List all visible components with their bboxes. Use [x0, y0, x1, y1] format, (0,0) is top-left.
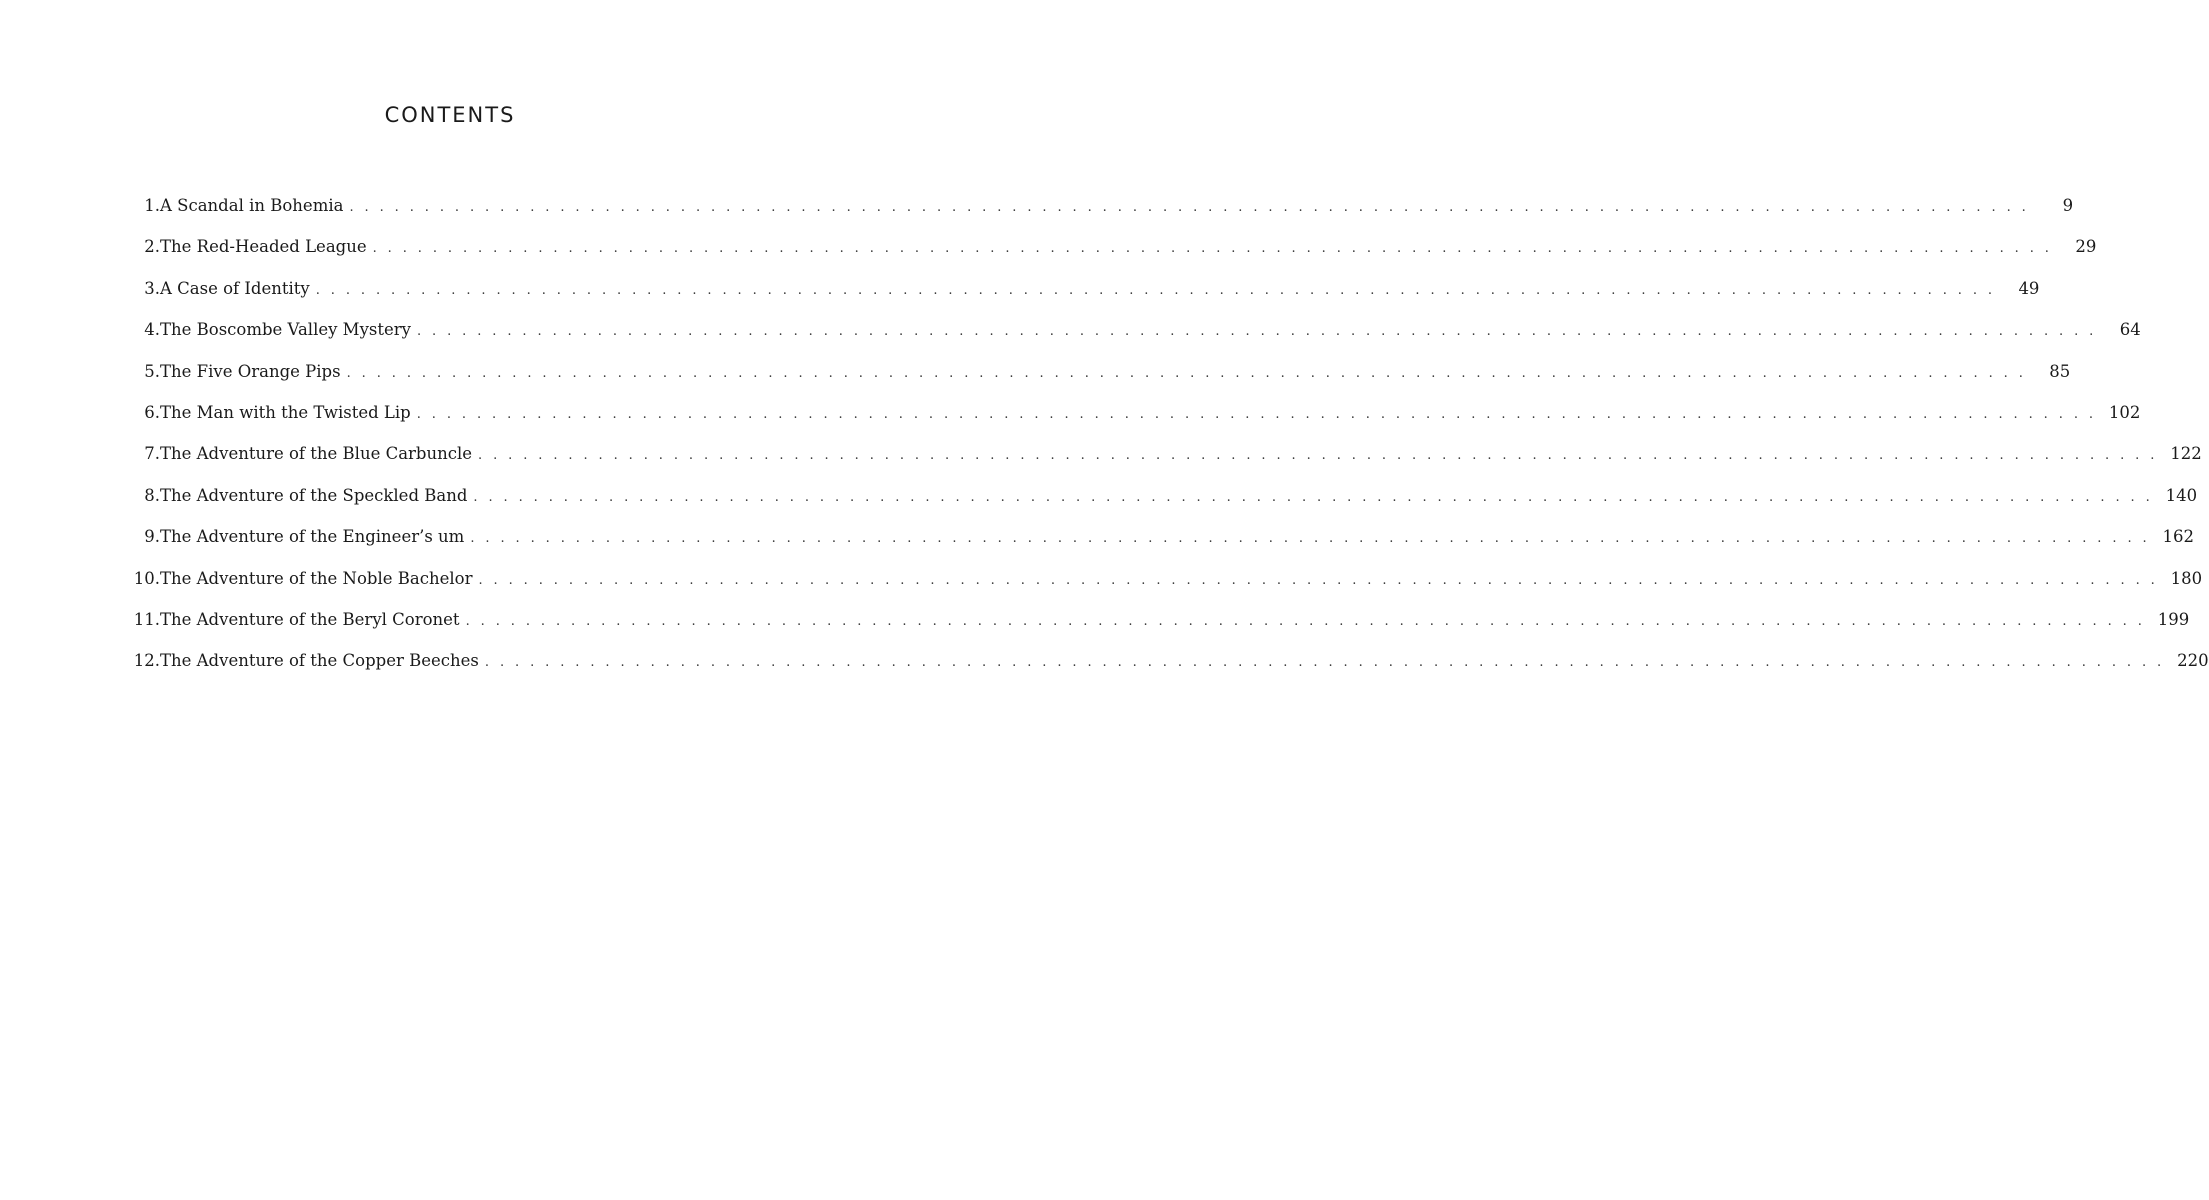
- dot-leader: . . . . . . . . . . . . . . . . . . . . . . . . . . . . . . . . . . . . . . . . . . . . . . . . . . . . . . . . . . . . . . . . . . . . . . . . . . . . . . . . . . . . . . . . . . . . . . . . . . . . . . . . . . . . . . . .: [478, 572, 2159, 588]
- entry-page-number: 49: [2018, 278, 2040, 298]
- entry-title: The Adventure of the Copper Beeches: [160, 651, 479, 671]
- entry-page-number: 122: [2170, 444, 2202, 464]
- toc-entry[interactable]: [125, 643, 2209, 684]
- entry-title: The Adventure of the Blue Carbuncle: [160, 444, 473, 464]
- dot-leader: . . . . . . . . . . . . . . . . . . . . . . . . . . . . . . . . . . . . . . . . . . . . . . . . . . . . . . . . . . . . . . . . . . . . . . . . . . . . . . . . . . . . . . . . . . . . . . . . . . . . . . . . . . . . . . . .: [346, 365, 2027, 381]
- dot-leader: . . . . . . . . . . . . . . . . . . . . . . . . . . . . . . . . . . . . . . . . . . . . . . . . . . . . . . . . . . . . . . . . . . . . . . . . . . . . . . . . . . . . . . . . . . . . . . . . . . . . . . . . . . . . . . . .: [416, 406, 2097, 422]
- entry-page-number: 102: [2108, 402, 2141, 422]
- entry-number: 9.: [144, 527, 160, 547]
- toc-entry[interactable]: [125, 271, 2040, 312]
- table-of-contents: [125, 188, 2209, 685]
- entry-page-number: 64: [2119, 320, 2141, 340]
- dot-leader: . . . . . . . . . . . . . . . . . . . . . . . . . . . . . . . . . . . . . . . . . . . . . . . . . . . . . . . . . . . . . . . . . . . . . . . . . . . . . . . . . . . . . . . . . . . . . . . . . . . . . . . . . . . . . . . .: [416, 324, 2097, 340]
- entry-number: 7.: [144, 444, 160, 464]
- dot-leader: . . . . . . . . . . . . . . . . . . . . . . . . . . . . . . . . . . . . . . . . . . . . . . . . . . . . . . . . . . . . . . . . . . . . . . . . . . . . . . . . . . . . . . . . . . . . . . . . . . . . . . . . . . . . . . . .: [484, 655, 2165, 671]
- dot-leader: . . . . . . . . . . . . . . . . . . . . . . . . . . . . . . . . . . . . . . . . . . . . . . . . . . . . . . . . . . . . . . . . . . . . . . . . . . . . . . . . . . . . . . . . . . . . . . . . . . . . . . . . . . . . . . . .: [372, 241, 2053, 257]
- toc-entry[interactable]: [125, 478, 2198, 519]
- dot-leader: . . . . . . . . . . . . . . . . . . . . . . . . . . . . . . . . . . . . . . . . . . . . . . . . . . . . . . . . . . . . . . . . . . . . . . . . . . . . . . . . . . . . . . . . . . . . . . . . . . . . . . . . . . . . . . . .: [470, 531, 2151, 547]
- entry-title: The Adventure of the Noble Bachelor: [160, 568, 473, 588]
- entry-number: 8.: [144, 485, 160, 505]
- entry-title: The Five Orange Pips: [160, 361, 341, 381]
- entry-number: 10.: [133, 568, 160, 588]
- entry-title: The Boscombe Valley Mystery: [160, 320, 411, 340]
- entry-title: The Adventure of the Beryl Coronet: [160, 609, 460, 629]
- dot-leader: . . . . . . . . . . . . . . . . . . . . . . . . . . . . . . . . . . . . . . . . . . . . . . . . . . . . . . . . . . . . . . . . . . . . . . . . . . . . . . . . . . . . . . . . . . . . . . . . . . . . . . . . . . . . . . . .: [349, 200, 2030, 215]
- toc-entry[interactable]: [125, 354, 2071, 395]
- entry-number: 4.: [144, 320, 160, 340]
- entry-number: 2.: [144, 237, 160, 257]
- entry-page-number: 162: [2162, 527, 2195, 547]
- entry-title: A Scandal in Bohemia: [160, 196, 344, 215]
- toc-entry[interactable]: [125, 395, 2141, 436]
- entry-title: The Red-Headed League: [160, 237, 367, 257]
- entry-number: 12.: [133, 651, 160, 671]
- page-title: CONTENTS: [384, 103, 516, 127]
- dot-leader: . . . . . . . . . . . . . . . . . . . . . . . . . . . . . . . . . . . . . . . . . . . . . . . . . . . . . . . . . . . . . . . . . . . . . . . . . . . . . . . . . . . . . . . . . . . . . . . . . . . . . . . . . . . . . . . .: [315, 282, 1996, 298]
- dot-leader: . . . . . . . . . . . . . . . . . . . . . . . . . . . . . . . . . . . . . . . . . . . . . . . . . . . . . . . . . . . . . . . . . . . . . . . . . . . . . . . . . . . . . . . . . . . . . . . . . . . . . . . . . . . . . . . .: [478, 448, 2158, 464]
- toc-entry[interactable]: [125, 188, 2074, 229]
- entry-page-number: 199: [2157, 609, 2190, 629]
- entry-title: The Adventure of the Engineer’s um: [160, 527, 465, 547]
- dot-leader: . . . . . . . . . . . . . . . . . . . . . . . . . . . . . . . . . . . . . . . . . . . . . . . . . . . . . . . . . . . . . . . . . . . . . . . . . . . . . . . . . . . . . . . . . . . . . . . . . . . . . . . . . . . . . . . .: [465, 613, 2146, 629]
- toc-entry[interactable]: [125, 312, 2141, 353]
- entry-number: 3.: [144, 278, 160, 298]
- entry-page-number: 29: [2075, 237, 2097, 257]
- toc-entry[interactable]: [125, 436, 2202, 477]
- dot-leader: . . . . . . . . . . . . . . . . . . . . . . . . . . . . . . . . . . . . . . . . . . . . . . . . . . . . . . . . . . . . . . . . . . . . . . . . . . . . . . . . . . . . . . . . . . . . . . . . . . . . . . . . . . . . . . . .: [473, 489, 2154, 505]
- toc-entry[interactable]: [125, 229, 2097, 270]
- toc-entry[interactable]: [125, 602, 2190, 643]
- entry-page-number: 140: [2165, 485, 2198, 505]
- entry-title: The Man with the Twisted Lip: [160, 402, 411, 422]
- entry-page-number: 85: [2049, 361, 2071, 381]
- entry-title: A Case of Identity: [160, 278, 310, 298]
- toc-entry[interactable]: [125, 519, 2195, 560]
- entry-number: 1.: [144, 196, 160, 215]
- entry-page-number: 220: [2177, 651, 2209, 671]
- entry-page-number: 180: [2170, 568, 2203, 588]
- entry-number: 5.: [144, 361, 160, 381]
- entry-page-number: 9: [2062, 196, 2074, 215]
- toc-entry[interactable]: [125, 561, 2203, 602]
- entry-number: 6.: [144, 402, 160, 422]
- entry-number: 11.: [133, 609, 160, 629]
- entry-title: The Adventure of the Speckled Band: [160, 485, 468, 505]
